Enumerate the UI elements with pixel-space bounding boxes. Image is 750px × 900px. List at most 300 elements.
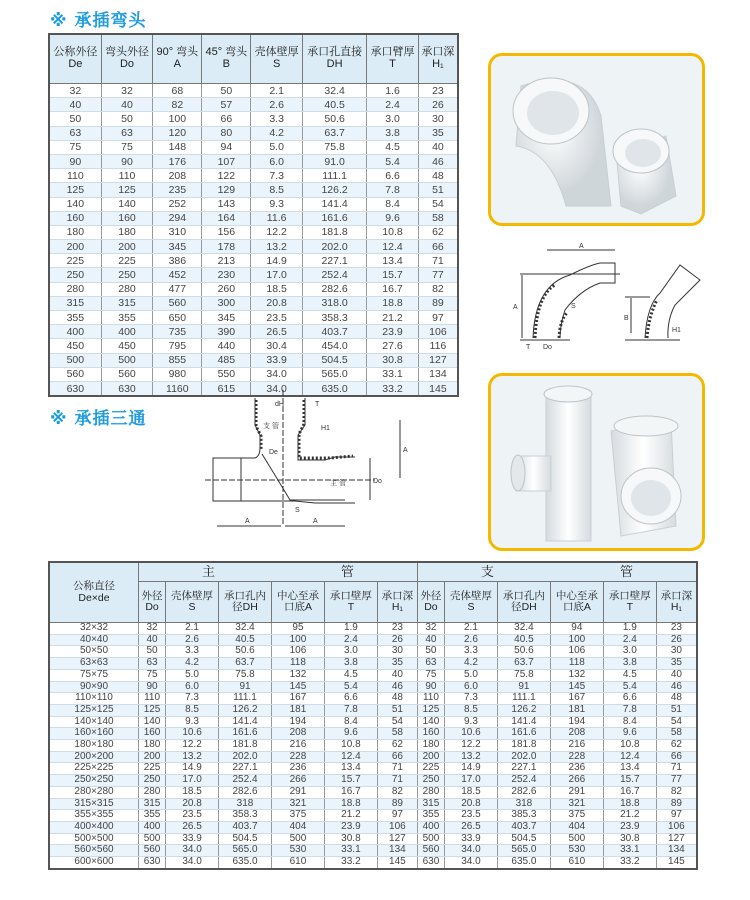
table-cell: 200×200	[49, 751, 139, 763]
table-cell: 12.4	[324, 751, 377, 763]
table-cell: 51	[418, 183, 458, 197]
table-cell: 40	[377, 669, 417, 681]
table-cell: 100	[271, 634, 324, 646]
table-cell: 141.4	[497, 716, 550, 728]
table-cell: 14.9	[444, 763, 497, 775]
table-cell: 8.4	[367, 197, 419, 211]
table-cell: 10.6	[444, 728, 497, 740]
table-cell: 9.3	[251, 197, 303, 211]
table-cell: 8.4	[324, 716, 377, 728]
table-cell: 40	[139, 634, 166, 646]
table-cell: 3.8	[603, 658, 656, 670]
table-cell: 40	[656, 669, 697, 681]
table-cell: 2.1	[444, 623, 497, 635]
table-cell: 280	[139, 786, 166, 798]
table-cell: 208	[153, 169, 202, 183]
column-header	[49, 34, 101, 84]
table-cell: 90	[101, 154, 153, 168]
table-cell: 14.9	[166, 763, 219, 775]
table-cell: 34.0	[444, 857, 497, 869]
table-cell: 94	[202, 140, 251, 154]
table-cell: 51	[656, 704, 697, 716]
table-cell: 250	[101, 268, 153, 282]
label-dh: dH	[275, 401, 284, 408]
table-row	[49, 225, 458, 239]
table-cell: 15.7	[324, 775, 377, 787]
table-row	[49, 704, 697, 716]
table-group-header-row	[49, 562, 697, 582]
table-cell: 94	[550, 623, 603, 635]
table-cell: 294	[153, 211, 202, 225]
table-cell: 21.2	[324, 810, 377, 822]
table-cell: 795	[153, 339, 202, 353]
table-cell: 63	[101, 126, 153, 140]
table-cell: 180	[417, 740, 444, 752]
header-text: 外径	[141, 589, 163, 602]
table-cell: 4.2	[444, 658, 497, 670]
table-cell: 160	[417, 728, 444, 740]
table-cell: 282.6	[497, 786, 550, 798]
table-cell: 5.0	[251, 140, 303, 154]
table-cell: 2.6	[444, 634, 497, 646]
table-cell: 3.0	[367, 112, 419, 126]
table-cell: 34.0	[251, 367, 303, 381]
table-cell: 66	[656, 751, 697, 763]
table-cell: 2.6	[251, 98, 303, 112]
table-cell: 12.2	[251, 225, 303, 239]
table-cell: 46	[377, 681, 417, 693]
table-cell: 40	[101, 98, 153, 112]
table-cell: 530	[550, 845, 603, 857]
header-text: 承口深	[381, 589, 414, 602]
table-cell: 75×75	[49, 669, 139, 681]
table-cell: 9.6	[324, 728, 377, 740]
table-cell: 71	[418, 254, 458, 268]
header-text: 承口孔直接	[307, 46, 363, 59]
table-cell: 66	[418, 240, 458, 254]
table-cell: 2.4	[367, 98, 419, 112]
header-unit: Do	[119, 58, 135, 70]
header-unit: 径DH	[232, 601, 258, 613]
table-cell: 181.8	[497, 740, 550, 752]
table-cell: 181.8	[302, 225, 366, 239]
table-cell: 66	[202, 112, 251, 126]
header-text: 壳体壁厚	[449, 589, 492, 602]
table-cell: 315	[49, 296, 101, 310]
table-cell: 9.6	[603, 728, 656, 740]
table-cell: 167	[271, 693, 324, 705]
column-header	[166, 582, 219, 623]
table-cell: 6.6	[324, 693, 377, 705]
table-cell: 48	[377, 693, 417, 705]
table-row	[49, 658, 697, 670]
table-cell: 50×50	[49, 646, 139, 658]
tee-dimension-diagram	[205, 390, 420, 530]
table-cell: 106	[656, 821, 697, 833]
table-cell: 75.8	[219, 669, 272, 681]
table-cell: 51	[377, 704, 417, 716]
table-cell: 50	[202, 84, 251, 98]
table-cell: 615	[202, 381, 251, 396]
table-cell: 110	[139, 693, 166, 705]
table-cell: 485	[202, 353, 251, 367]
elbow-spec-table	[48, 33, 459, 397]
table-cell: 110	[101, 169, 153, 183]
table-cell: 48	[418, 169, 458, 183]
column-header	[139, 582, 166, 623]
table-cell: 5.0	[444, 669, 497, 681]
table-cell: 4.5	[367, 140, 419, 154]
header-text: 承口深	[421, 46, 455, 59]
table-cell: 89	[377, 798, 417, 810]
table-cell: 404	[550, 821, 603, 833]
table-cell: 77	[418, 268, 458, 282]
table-cell: 13.2	[166, 751, 219, 763]
table-cell: 390	[202, 325, 251, 339]
table-cell: 266	[271, 775, 324, 787]
table-cell: 228	[550, 751, 603, 763]
table-cell: 10.8	[603, 740, 656, 752]
table-row	[49, 775, 697, 787]
table-cell: 148	[153, 140, 202, 154]
table-cell: 11.6	[251, 211, 303, 225]
table-cell: 75	[49, 140, 101, 154]
table-cell: 1.9	[324, 623, 377, 635]
table-cell: 32	[101, 84, 153, 98]
table-cell: 160	[139, 728, 166, 740]
table-cell: 71	[377, 775, 417, 787]
table-row	[49, 183, 458, 197]
table-cell: 140	[417, 716, 444, 728]
table-cell: 23.9	[324, 821, 377, 833]
table-cell: 225×225	[49, 763, 139, 775]
table-cell: 33.9	[251, 353, 303, 367]
table-cell: 216	[550, 740, 603, 752]
table-cell: 26	[656, 634, 697, 646]
table-cell: 82	[418, 282, 458, 296]
table-cell: 630	[417, 857, 444, 869]
table-cell: 404	[271, 821, 324, 833]
table-cell: 1160	[153, 381, 202, 396]
header-unit: De	[68, 58, 83, 70]
table-cell: 280	[417, 786, 444, 798]
table-cell: 125×125	[49, 704, 139, 716]
table-cell: 23	[418, 84, 458, 98]
column-header	[417, 582, 444, 623]
table-cell: 630	[139, 857, 166, 869]
table-row	[49, 84, 458, 98]
table-cell: 321	[550, 798, 603, 810]
table-row	[49, 623, 697, 635]
table-cell: 8.5	[251, 183, 303, 197]
table-cell: 27.6	[367, 339, 419, 353]
header-text: 公称直径	[73, 580, 115, 593]
table-cell: 58	[418, 211, 458, 225]
table-cell: 18.8	[367, 296, 419, 310]
table-cell: 82	[153, 98, 202, 112]
table-row	[49, 339, 458, 353]
table-cell: 129	[202, 183, 251, 197]
table-cell: 194	[550, 716, 603, 728]
branch-pipe-group-header	[417, 562, 697, 582]
table-cell: 106	[418, 325, 458, 339]
header-unit: Do	[145, 601, 159, 613]
table-row	[49, 693, 697, 705]
table-cell: 32.4	[497, 623, 550, 635]
table-cell: 318.0	[302, 296, 366, 310]
table-cell: 2.4	[324, 634, 377, 646]
table-row	[49, 716, 697, 728]
table-cell: 71	[377, 763, 417, 775]
table-cell: 250	[139, 775, 166, 787]
table-cell: 89	[418, 296, 458, 310]
table-cell: 18.8	[603, 798, 656, 810]
table-cell: 282.6	[219, 786, 272, 798]
table-cell: 23.9	[603, 821, 656, 833]
table-cell: 126.2	[302, 183, 366, 197]
table-cell: 355	[49, 311, 101, 325]
table-cell: 68	[153, 84, 202, 98]
table-cell: 33.1	[324, 845, 377, 857]
table-cell: 126.2	[219, 704, 272, 716]
table-cell: 181.8	[219, 740, 272, 752]
table-cell: 477	[153, 282, 202, 296]
table-cell: 20.8	[166, 798, 219, 810]
header-text: 90° 弯头	[156, 46, 199, 59]
table-row	[49, 211, 458, 225]
table-cell: 4.5	[603, 669, 656, 681]
table-subheader-row	[49, 582, 697, 623]
table-cell: 66	[377, 751, 417, 763]
column-header	[202, 34, 251, 84]
table-cell: 504.5	[302, 353, 366, 367]
table-row	[49, 325, 458, 339]
column-header	[418, 34, 458, 84]
table-row	[49, 140, 458, 154]
table-cell: 62	[418, 225, 458, 239]
table-cell: 450	[49, 339, 101, 353]
table-cell: 250	[417, 775, 444, 787]
table-cell: 735	[153, 325, 202, 339]
table-cell: 50	[101, 112, 153, 126]
table-cell: 280×280	[49, 786, 139, 798]
table-cell: 141.4	[219, 716, 272, 728]
table-cell: 300	[202, 296, 251, 310]
table-cell: 228	[271, 751, 324, 763]
table-cell: 345	[202, 311, 251, 325]
table-cell: 227.1	[302, 254, 366, 268]
column-header	[550, 582, 603, 623]
table-row	[49, 845, 697, 857]
table-cell: 560	[417, 845, 444, 857]
table-cell: 565.0	[302, 367, 366, 381]
table-cell: 23	[656, 623, 697, 635]
header-text: 中心至承	[276, 589, 319, 602]
table-cell: 127	[656, 833, 697, 845]
table-cell: 252.4	[497, 775, 550, 787]
label-h1: H1	[321, 425, 330, 432]
header-unit: S	[188, 601, 196, 613]
label-t: T	[315, 401, 320, 408]
table-cell: 97	[656, 810, 697, 822]
table-cell: 120	[153, 126, 202, 140]
table-cell: 500	[139, 833, 166, 845]
table-cell: 500	[101, 353, 153, 367]
table-cell: 400	[417, 821, 444, 833]
table-cell: 21.2	[367, 311, 419, 325]
table-cell: 3.0	[603, 646, 656, 658]
table-cell: 30.8	[367, 353, 419, 367]
table-cell: 14.9	[251, 254, 303, 268]
table-cell: 33.2	[324, 857, 377, 869]
header-text: 公称外径	[53, 46, 98, 59]
table-cell: 21.2	[603, 810, 656, 822]
table-cell: 400	[139, 821, 166, 833]
table-cell: 33.2	[603, 857, 656, 869]
table-cell: 13.4	[603, 763, 656, 775]
table-cell: 23.5	[166, 810, 219, 822]
table-cell: 7.8	[367, 183, 419, 197]
table-cell: 134	[656, 845, 697, 857]
table-cell: 504.5	[497, 833, 550, 845]
table-cell: 125	[49, 183, 101, 197]
table-cell: 235	[153, 183, 202, 197]
table-cell: 630	[49, 381, 101, 396]
table-cell: 62	[656, 740, 697, 752]
table-cell: 143	[202, 197, 251, 211]
table-cell: 8.4	[603, 716, 656, 728]
table-row	[49, 353, 458, 367]
table-cell: 32	[417, 623, 444, 635]
header-unit: T	[347, 601, 355, 613]
table-cell: 75	[139, 669, 166, 681]
table-cell: 194	[271, 716, 324, 728]
table-cell: 30.4	[251, 339, 303, 353]
table-cell: 15.7	[367, 268, 419, 282]
table-cell: 385.3	[497, 810, 550, 822]
table-cell: 2.6	[166, 634, 219, 646]
table-cell: 1.6	[367, 84, 419, 98]
table-cell: 5.0	[166, 669, 219, 681]
table-cell: 145	[271, 681, 324, 693]
table-cell: 236	[550, 763, 603, 775]
table-cell: 252.4	[302, 268, 366, 282]
table-cell: 355	[101, 311, 153, 325]
table-cell: 10.8	[324, 740, 377, 752]
table-cell: 7.8	[603, 704, 656, 716]
table-cell: 26	[377, 634, 417, 646]
table-cell: 32	[49, 84, 101, 98]
header-text: 支	[480, 564, 494, 580]
table-row	[49, 240, 458, 254]
table-cell: 33.2	[367, 381, 419, 396]
table-row	[49, 740, 697, 752]
table-cell: 250×250	[49, 775, 139, 787]
table-cell: 17.0	[251, 268, 303, 282]
table-cell: 2.4	[603, 634, 656, 646]
table-cell: 62	[377, 740, 417, 752]
main-pipe-group-header	[139, 562, 418, 582]
table-cell: 40×40	[49, 634, 139, 646]
table-cell: 110	[417, 693, 444, 705]
table-row	[49, 126, 458, 140]
label-b: B	[624, 315, 629, 322]
header-text: 主	[201, 564, 215, 580]
table-cell: 132	[271, 669, 324, 681]
table-cell: 95	[271, 623, 324, 635]
header-unit: 口底A	[283, 601, 312, 613]
table-cell: 282.6	[302, 282, 366, 296]
table-cell: 35	[656, 658, 697, 670]
table-cell: 63	[417, 658, 444, 670]
table-cell: 33.1	[367, 367, 419, 381]
table-cell: 118	[271, 658, 324, 670]
table-cell: 280	[49, 282, 101, 296]
table-cell: 91	[219, 681, 272, 693]
table-cell: 63.7	[219, 658, 272, 670]
table-cell: 63×63	[49, 658, 139, 670]
table-cell: 227.1	[497, 763, 550, 775]
table-cell: 225	[49, 254, 101, 268]
table-cell: 34.0	[166, 845, 219, 857]
table-row	[49, 311, 458, 325]
table-cell: 26.5	[166, 821, 219, 833]
table-cell: 156	[202, 225, 251, 239]
elbow-product-photo	[488, 53, 705, 226]
table-cell: 6.6	[367, 169, 419, 183]
table-cell: 32.4	[302, 84, 366, 98]
table-cell: 40	[49, 98, 101, 112]
header-text: 弯头外径	[105, 46, 150, 59]
table-cell: 91	[497, 681, 550, 693]
table-cell: 610	[550, 857, 603, 869]
table-cell: 450	[101, 339, 153, 353]
table-cell: 7.3	[166, 693, 219, 705]
table-cell: 127	[418, 353, 458, 367]
table-row	[49, 169, 458, 183]
table-cell: 50	[139, 646, 166, 658]
column-header	[656, 582, 697, 623]
table-cell: 107	[202, 154, 251, 168]
table-row	[49, 857, 697, 869]
table-cell: 176	[153, 154, 202, 168]
table-cell: 16.7	[324, 786, 377, 798]
header-text: 承口臂厚	[370, 46, 415, 59]
table-row	[49, 810, 697, 822]
table-cell: 225	[139, 763, 166, 775]
table-cell: 550	[202, 367, 251, 381]
header-text: 承口壁厚	[329, 589, 372, 602]
table-cell: 600×600	[49, 857, 139, 869]
table-cell: 225	[101, 254, 153, 268]
table-cell: 145	[550, 681, 603, 693]
table-cell: 125	[417, 704, 444, 716]
table-header-row	[49, 34, 458, 84]
table-cell: 5.4	[367, 154, 419, 168]
nominal-diameter-header	[49, 562, 139, 623]
label-a-vertical: A	[513, 304, 518, 311]
table-cell: 54	[377, 716, 417, 728]
table-cell: 3.3	[166, 646, 219, 658]
tee-spec-table	[48, 561, 698, 870]
table-cell: 610	[271, 857, 324, 869]
table-cell: 111.1	[497, 693, 550, 705]
table-cell: 530	[271, 845, 324, 857]
table-cell: 252	[153, 197, 202, 211]
table-cell: 400	[101, 325, 153, 339]
table-cell: 400×400	[49, 821, 139, 833]
table-cell: 18.5	[251, 282, 303, 296]
